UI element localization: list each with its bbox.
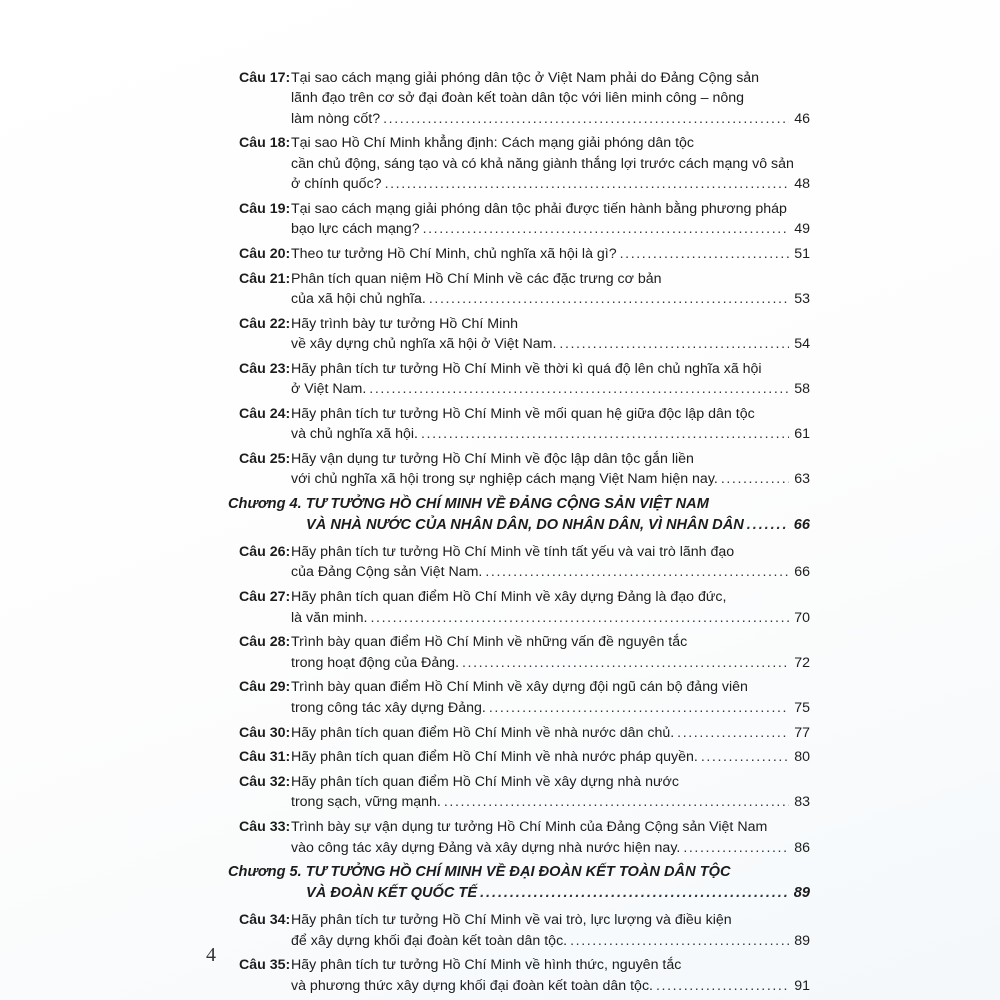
question-text-line: ở chính quốc? bbox=[291, 175, 382, 192]
question-text-line: làm nòng cốt? bbox=[291, 110, 381, 127]
toc-entry bbox=[228, 632, 810, 673]
dot-leader bbox=[429, 289, 789, 309]
question-body bbox=[291, 244, 810, 264]
question-body bbox=[291, 772, 810, 813]
question-body bbox=[291, 747, 810, 767]
chapter-title-line: Chương 5. TƯ TƯỞNG HỒ CHÍ MINH VỀ ĐẠI ĐOÀN KẾT TOÀN DÂN TỘC bbox=[228, 864, 731, 881]
page-reference: 54 bbox=[794, 336, 810, 353]
page-reference: 58 bbox=[794, 381, 810, 398]
question-text-line: Trình bày quan điểm Hồ Chí Minh về xây dựng đội ngũ cán bộ đảng viên bbox=[291, 679, 748, 696]
dot-leader bbox=[485, 562, 789, 582]
toc-entry bbox=[228, 723, 810, 743]
question-label: Câu 33: bbox=[239, 819, 291, 836]
dot-leader bbox=[701, 747, 789, 767]
page-reference: 63 bbox=[794, 471, 810, 488]
question-text-line: Hãy phân tích quan điểm Hồ Chí Minh về xây dựng Đảng là đạo đức, bbox=[291, 589, 727, 606]
dot-leader bbox=[570, 931, 789, 951]
question-label: Câu 24: bbox=[239, 405, 291, 422]
chapter-title-line: VÀ ĐOÀN KẾT QUỐC TẾ bbox=[306, 885, 478, 902]
toc-entry bbox=[228, 910, 810, 951]
toc-entry bbox=[228, 68, 810, 129]
toc-entry bbox=[228, 955, 810, 996]
toc-leader-line bbox=[291, 289, 810, 309]
question-label: Câu 27: bbox=[239, 589, 291, 606]
question-body bbox=[291, 314, 810, 355]
toc-leader-line bbox=[291, 747, 810, 767]
chapter-title-line: Chương 4. TƯ TƯỞNG HỒ CHÍ MINH VỀ ĐẢNG CỘNG SẢN VIỆT NAM bbox=[228, 496, 709, 513]
toc-entry bbox=[228, 677, 810, 718]
dot-leader bbox=[383, 109, 789, 129]
question-text-line: trong công tác xây dựng Đảng. bbox=[291, 699, 486, 716]
question-text-line: của Đảng Cộng sản Việt Nam. bbox=[291, 564, 483, 581]
dot-leader bbox=[369, 379, 789, 399]
toc-leader-line bbox=[291, 976, 810, 996]
question-body bbox=[291, 910, 810, 951]
page-reference: 89 bbox=[794, 932, 810, 949]
toc-leader-line bbox=[291, 219, 810, 239]
question-text-line: trong hoạt động của Đảng. bbox=[291, 654, 460, 671]
page-reference: 53 bbox=[794, 290, 810, 307]
question-text-line: Tại sao cách mạng giải phóng dân tộc phải được tiến hành bằng phương pháp bbox=[291, 200, 787, 217]
toc-leader-line bbox=[228, 515, 810, 536]
question-body bbox=[291, 587, 810, 628]
toc-entry bbox=[228, 747, 810, 767]
question-text-line: để xây dựng khối đại đoàn kết toàn dân tộc. bbox=[291, 932, 568, 949]
dot-leader bbox=[747, 515, 789, 536]
chapter-title-line: VÀ NHÀ NƯỚC CỦA NHÂN DÂN, DO NHÂN DÂN, VÌ NHÂN DÂN bbox=[306, 517, 744, 534]
question-text-line: Hãy vận dụng tư tưởng Hồ Chí Minh về độc lập dân tộc gắn liền bbox=[291, 451, 694, 468]
page-reference: 66 bbox=[794, 564, 810, 581]
dot-leader bbox=[444, 792, 789, 812]
toc-leader-line bbox=[291, 698, 810, 718]
question-text-line: lãnh đạo trên cơ sở đại đoàn kết toàn dân tộc với liên minh công – nông bbox=[291, 90, 745, 107]
page-reference: 48 bbox=[794, 175, 810, 192]
toc-leader-line bbox=[291, 608, 810, 628]
toc-leader-line bbox=[291, 838, 810, 858]
question-body bbox=[291, 199, 810, 240]
dot-leader bbox=[656, 976, 789, 996]
question-body bbox=[291, 677, 810, 718]
question-text-line: trong sạch, vững mạnh. bbox=[291, 794, 441, 811]
question-text-line: cần chủ động, sáng tạo và có khả năng giành thắng lợi trước cách mạng vô sản bbox=[291, 155, 794, 172]
question-text-line: Hãy phân tích quan điểm Hồ Chí Minh về nhà nước pháp quyền. bbox=[291, 749, 698, 766]
page-reference: 51 bbox=[794, 245, 810, 262]
toc-leader-line bbox=[291, 109, 810, 129]
question-body bbox=[291, 269, 810, 310]
toc-entry bbox=[228, 199, 810, 240]
toc-entry bbox=[228, 133, 810, 194]
toc-entry bbox=[228, 404, 810, 445]
question-text-line: Trình bày quan điểm Hồ Chí Minh về những vấn đề nguyên tắc bbox=[291, 634, 688, 651]
question-body bbox=[291, 632, 810, 673]
question-body bbox=[291, 817, 810, 858]
question-body bbox=[291, 542, 810, 583]
page-reference: 83 bbox=[794, 794, 810, 811]
page-reference: 61 bbox=[794, 426, 810, 443]
question-text-line: ở Việt Nam. bbox=[291, 381, 367, 398]
question-text-line: Hãy phân tích quan điểm Hồ Chí Minh về nhà nước dân chủ. bbox=[291, 724, 675, 741]
chapter-heading bbox=[228, 494, 810, 536]
page-reference: 91 bbox=[794, 977, 810, 994]
question-label: Câu 21: bbox=[239, 270, 291, 287]
question-text-line: và phương thức xây dựng khối đại đoàn kết toàn dân tộc. bbox=[291, 977, 653, 994]
page-reference: 89 bbox=[793, 885, 810, 902]
toc-leader-line bbox=[291, 424, 810, 444]
question-label: Câu 19: bbox=[239, 200, 291, 217]
dot-leader bbox=[620, 244, 789, 264]
page-reference: 66 bbox=[793, 517, 810, 534]
dot-leader bbox=[677, 723, 789, 743]
page-reference: 49 bbox=[794, 221, 810, 238]
dot-leader bbox=[421, 424, 789, 444]
question-text-line: và chủ nghĩa xã hội. bbox=[291, 426, 418, 443]
question-text-line: vào công tác xây dựng Đảng và xây dựng nhà nước hiện nay. bbox=[291, 839, 681, 856]
page-number: 4 bbox=[206, 944, 216, 966]
dot-leader bbox=[721, 469, 789, 489]
question-text-line: Tại sao cách mạng giải phóng dân tộc ở Việt Nam phải do Đảng Cộng sản bbox=[291, 70, 760, 86]
dot-leader bbox=[683, 838, 789, 858]
question-label: Câu 17: bbox=[239, 70, 291, 86]
toc-leader-line bbox=[291, 379, 810, 399]
toc-leader-line bbox=[291, 653, 810, 673]
page-reference: 70 bbox=[794, 609, 810, 626]
toc-entry bbox=[228, 359, 810, 400]
question-label: Câu 22: bbox=[239, 315, 291, 332]
question-text-line: Hãy trình bày tư tưởng Hồ Chí Minh bbox=[291, 315, 519, 332]
question-label: Câu 31: bbox=[239, 749, 291, 766]
question-body bbox=[291, 723, 810, 743]
dot-leader bbox=[385, 174, 789, 194]
question-body bbox=[291, 133, 810, 194]
toc-leader-line bbox=[291, 792, 810, 812]
question-text-line: Hãy phân tích tư tưởng Hồ Chí Minh về tính tất yếu và vai trò lãnh đạo bbox=[291, 544, 735, 561]
toc-entry bbox=[228, 817, 810, 858]
toc-entry bbox=[228, 269, 810, 310]
dot-leader bbox=[489, 698, 789, 718]
toc-entry bbox=[228, 314, 810, 355]
dot-leader bbox=[371, 608, 790, 628]
toc-leader-line bbox=[228, 883, 810, 904]
page-reference: 75 bbox=[794, 699, 810, 716]
question-text-line: Hãy phân tích tư tưởng Hồ Chí Minh về vai trò, lực lượng và điều kiện bbox=[291, 912, 732, 929]
page-reference: 72 bbox=[794, 654, 810, 671]
toc-leader-line bbox=[291, 244, 810, 264]
question-label: Câu 34: bbox=[239, 912, 291, 929]
dot-leader bbox=[423, 219, 789, 239]
page-reference: 80 bbox=[794, 749, 810, 766]
question-text-line: về xây dựng chủ nghĩa xã hội ở Việt Nam. bbox=[291, 336, 557, 353]
page-reference: 86 bbox=[794, 839, 810, 856]
toc-entry bbox=[228, 587, 810, 628]
page-reference: 46 bbox=[794, 110, 810, 127]
toc-entry bbox=[228, 449, 810, 490]
question-text-line: bạo lực cách mạng? bbox=[291, 221, 420, 238]
dot-leader bbox=[559, 334, 789, 354]
question-text-line: Tại sao Hồ Chí Minh khẳng định: Cách mạng giải phóng dân tộc bbox=[291, 135, 695, 152]
question-body bbox=[291, 955, 810, 996]
question-text-line: là văn minh. bbox=[291, 609, 368, 626]
question-text-line: Hãy phân tích tư tưởng Hồ Chí Minh về mối quan hệ giữa độc lập dân tộc bbox=[291, 405, 755, 422]
chapter-heading bbox=[228, 862, 810, 904]
dot-leader bbox=[462, 653, 789, 673]
toc-leader-line bbox=[291, 931, 810, 951]
toc-leader-line bbox=[291, 469, 810, 489]
question-label: Câu 18: bbox=[239, 135, 291, 152]
toc-entry bbox=[228, 244, 810, 264]
question-label: Câu 29: bbox=[239, 679, 291, 696]
question-text-line: với chủ nghĩa xã hội trong sự nghiệp cách mạng Việt Nam hiện nay. bbox=[291, 471, 718, 488]
toc-leader-line bbox=[291, 174, 810, 194]
question-label: Câu 26: bbox=[239, 544, 291, 561]
toc-entry bbox=[228, 542, 810, 583]
table-of-contents bbox=[228, 68, 810, 1000]
question-label: Câu 28: bbox=[239, 634, 291, 651]
question-label: Câu 30: bbox=[239, 724, 291, 741]
question-text-line: Phân tích quan niệm Hồ Chí Minh về các đặc trưng cơ bản bbox=[291, 270, 662, 287]
question-body bbox=[291, 68, 810, 129]
question-text-line: Hãy phân tích tư tưởng Hồ Chí Minh về hình thức, nguyên tắc bbox=[291, 957, 682, 974]
question-text-line: Trình bày sự vận dụng tư tưởng Hồ Chí Minh của Đảng Cộng sản Việt Nam bbox=[291, 819, 768, 836]
question-label: Câu 35: bbox=[239, 957, 291, 974]
dot-leader bbox=[480, 883, 789, 904]
question-text-line: Theo tư tưởng Hồ Chí Minh, chủ nghĩa xã hội là gì? bbox=[291, 245, 617, 262]
question-body bbox=[291, 449, 810, 490]
question-body bbox=[291, 404, 810, 445]
toc-leader-line bbox=[291, 723, 810, 743]
question-label: Câu 32: bbox=[239, 774, 291, 791]
question-text-line: Hãy phân tích quan điểm Hồ Chí Minh về xây dựng nhà nước bbox=[291, 774, 679, 791]
question-text-line: Hãy phân tích tư tưởng Hồ Chí Minh về thời kì quá độ lên chủ nghĩa xã hội bbox=[291, 360, 762, 377]
toc-entry bbox=[228, 772, 810, 813]
question-label: Câu 23: bbox=[239, 360, 291, 377]
question-text-line: của xã hội chủ nghĩa. bbox=[291, 290, 426, 307]
question-body bbox=[291, 359, 810, 400]
question-label: Câu 25: bbox=[239, 451, 291, 468]
toc-leader-line bbox=[291, 562, 810, 582]
page-reference: 77 bbox=[794, 724, 810, 741]
question-label: Câu 20: bbox=[239, 245, 291, 262]
toc-leader-line bbox=[291, 334, 810, 354]
